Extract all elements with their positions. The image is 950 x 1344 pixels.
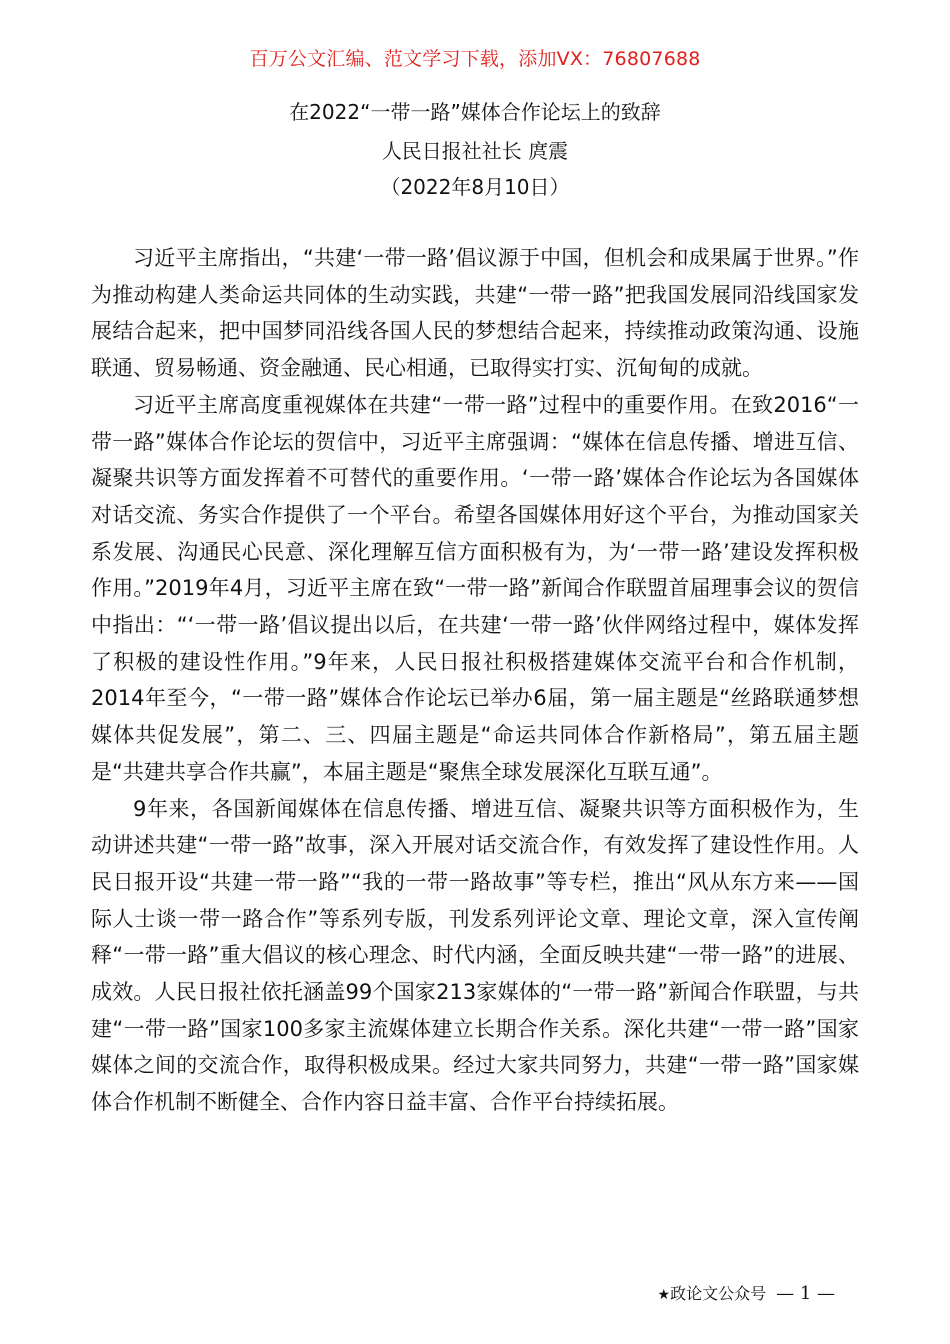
star-icon: ★ [657, 1287, 671, 1303]
paragraph-3: 9年来，各国新闻媒体在信息传播、增进互信、凝聚共识等方面积极作为，生动讲述共建“一带一路”故事，深入开展对话交流合作，有效发挥了建设性作用。人民日报开设“共建一带一路”“我的一带一路故事”等专栏，推出“风从东方来——国际人士谈一带一路合作”等系列专版，刊发系列评论文章、理论文章，深入宣传阐释“一带一路”重大倡议的核心理念、时代内涵，全面反映共建“一带一路”的进展、成效。人民日报社依托涵盖99个国家213家媒体的“一带一路”新闻合作联盟，与共建“一带一路”国家100多家主流媒体建立长期合作关系。深化共建“一带一路”国家媒体之间的交流合作，取得积极成果。经过大家共同努力，共建“一带一路”国家媒体合作机制不断健全、合作内容日益丰富、合作平台持续拓展。 [91, 796, 859, 1115]
document-body [91, 240, 859, 1121]
speech-date: （2022年8月10日） [380, 175, 570, 199]
paragraph-2: 习近平主席高度重视媒体在共建“一带一路”过程中的重要作用。在致2016“一带一路”媒体合作论坛的贺信中，习近平主席强调：“媒体在信息传播、增进互信、凝聚共识等方面发挥着不可替代的重要作用。‘一带一路’媒体合作论坛为各国媒体对话交流、务实合作提供了一个平台。希望各国媒体用好这个平台，为推动国家关系发展、沟通民心民意、深化理解互信方面积极有为，为‘一带一路’建设发挥积极作用。”2019年4月，习近平主席在致“一带一路”新闻合作联盟首届理事会议的贺信中指出：“‘一带一路’倡议提出以后，在共建‘一带一路’伙伴网络过程中，媒体发挥了积极的建设性作用。”9年来，人民日报社积极搭建媒体交流平台和合作机制，2014年至今，“一带一路”媒体合作论坛已举办6届，第一届主题是“丝路联通梦想媒体共促发展”，第二、三、四届主题是“命运共同体合作新格局”，第五届主题是“共建共享合作共赢”，本届主题是“聚焦全球发展深化互联互通”。 [91, 392, 859, 784]
speech-author: 人民日报社社长 庹震 [381, 139, 569, 163]
promo-banner: 百万公文汇编、范文学习下载，添加VX：76807688 [249, 48, 701, 70]
paragraph-1: 习近平主席指出，“共建‘一带一路’倡议源于中国，但机会和成果属于世界。”作为推动构建人类命运共同体的生动实践，共建“一带一路”把我国发展同沿线国家发展结合起来，把中国梦同沿线各国人民的梦想结合起来，持续推动政策沟通、设施联通、贸易畅通、资金融通、民心相通，已取得实打实、沉甸甸的成就。 [91, 246, 859, 381]
page-footer [0, 1282, 835, 1307]
page-number: — 1 — [776, 1283, 835, 1304]
speech-title: 在2022“一带一路”媒体合作论坛上的致辞 [289, 100, 661, 124]
footer-source: 政论文公众号 [670, 1284, 767, 1303]
